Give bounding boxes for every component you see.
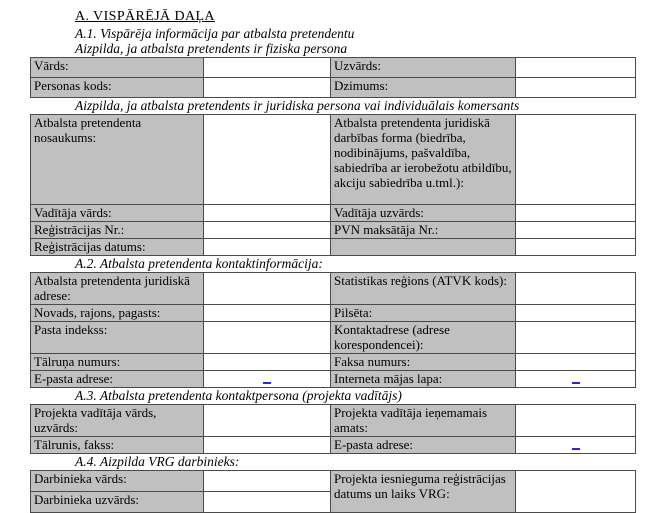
- field-label: Atbalsta pretendenta juridiskā adrese:: [31, 273, 204, 305]
- field-value-cell[interactable]: [204, 322, 331, 354]
- field-label: [331, 239, 516, 256]
- table-row: [31, 205, 636, 222]
- note-juridiska-persona: Aizpilda, ja atbalsta pretendents ir juridiska persona vai individuālais komersants: [75, 98, 520, 113]
- table-row: [31, 354, 636, 371]
- field-value-cell[interactable]: [204, 371, 331, 388]
- field-value-cell[interactable]: [516, 78, 636, 98]
- table-row: [31, 115, 636, 205]
- heading-a1: A.1. Vispārēja informācija par atbalsta pretendentu: [75, 26, 355, 41]
- field-label: Atbalsta pretendenta nosaukums:: [31, 115, 204, 205]
- hyperlink-placeholder[interactable]: [572, 437, 580, 450]
- field-value-cell[interactable]: [204, 115, 331, 205]
- table-row: [31, 305, 636, 322]
- field-value-cell[interactable]: [516, 471, 636, 513]
- field-value-cell[interactable]: [204, 437, 331, 454]
- field-value-cell[interactable]: [516, 58, 636, 78]
- field-label: Pasta indekss:: [31, 322, 204, 354]
- field-value-cell[interactable]: [516, 115, 636, 205]
- field-value-cell[interactable]: [204, 78, 331, 98]
- field-label: Darbinieka uzvārds:: [31, 492, 204, 513]
- field-value-cell[interactable]: [204, 205, 331, 222]
- table-kontaktpersona: [30, 404, 636, 454]
- field-value-cell[interactable]: [516, 437, 636, 454]
- field-value-cell[interactable]: [516, 305, 636, 322]
- table-row: [31, 437, 636, 454]
- table-row: [31, 222, 636, 239]
- table-row: [31, 322, 636, 354]
- field-label: Tālruņa numurs:: [31, 354, 204, 371]
- field-value-cell[interactable]: [204, 405, 331, 437]
- field-value-cell[interactable]: [204, 273, 331, 305]
- field-value-cell[interactable]: [204, 471, 331, 492]
- field-value-cell[interactable]: [204, 239, 331, 256]
- field-label: Kontaktadrese (adrese korespondencei):: [331, 322, 516, 354]
- table-row: [31, 58, 636, 78]
- table-row: [31, 371, 636, 388]
- table-kontaktinformacija: [30, 272, 636, 388]
- heading-a4: A.4. Aizpilda VRG darbinieks:: [75, 454, 240, 469]
- field-value-cell[interactable]: [516, 354, 636, 371]
- field-value-cell[interactable]: [516, 273, 636, 305]
- field-label: Faksa numurs:: [331, 354, 516, 371]
- heading-a2: A.2. Atbalsta pretendenta kontaktinformācija:: [75, 256, 323, 271]
- page-title: A. VISPĀRĒJĀ DAĻA: [75, 9, 215, 24]
- field-label: Vārds:: [31, 58, 204, 78]
- hyperlink-placeholder[interactable]: [263, 371, 271, 384]
- field-label: PVN maksātāja Nr.:: [331, 222, 516, 239]
- heading-a3: A.3. Atbalsta pretendenta kontaktpersona (projekta vadītājs): [75, 388, 402, 403]
- field-value-cell[interactable]: [204, 492, 331, 513]
- field-label: Statistikas reģions (ATVK kods):: [331, 273, 516, 305]
- table-row: [31, 78, 636, 98]
- field-label: Projekta vadītāja vārds, uzvārds:: [31, 405, 204, 437]
- field-label: Novads, rajons, pagasts:: [31, 305, 204, 322]
- note-fiziska-persona: Aizpilda, ja atbalsta pretendents ir fiziska persona: [75, 41, 348, 56]
- field-label: Reģistrācijas datums:: [31, 239, 204, 256]
- field-value-cell[interactable]: [516, 405, 636, 437]
- table-row: [31, 273, 636, 305]
- table-row: [31, 239, 636, 256]
- field-value-cell[interactable]: [516, 222, 636, 239]
- field-label: Darbinieka vārds:: [31, 471, 204, 492]
- field-label: Atbalsta pretendenta juridiskā darbības forma (biedrība, nodibinājums, pašvaldība, sabiedrība ar ierobežotu atbildību, akciju sabiedrība u.tml.):: [331, 115, 516, 205]
- field-label: E-pasta adrese:: [31, 371, 204, 388]
- field-value-cell[interactable]: [204, 305, 331, 322]
- table-row: [31, 405, 636, 437]
- field-value-cell[interactable]: [516, 205, 636, 222]
- table-vrg-darbinieks: [30, 470, 636, 513]
- field-value-cell[interactable]: [516, 322, 636, 354]
- field-label: Tālrunis, fakss:: [31, 437, 204, 454]
- field-label: E-pasta adrese:: [331, 437, 516, 454]
- field-value-cell[interactable]: [516, 239, 636, 256]
- table-row: [31, 471, 636, 492]
- field-label: Reģistrācijas Nr.:: [31, 222, 204, 239]
- field-label: Vadītāja vārds:: [31, 205, 204, 222]
- hyperlink-placeholder[interactable]: [572, 371, 580, 384]
- field-label: Projekta vadītāja ieņemamais amats:: [331, 405, 516, 437]
- table-fiziska-persona: [30, 57, 636, 98]
- field-label: Pilsēta:: [331, 305, 516, 322]
- field-label: Dzimums:: [331, 78, 516, 98]
- field-label: Projekta iesnieguma reģistrācijas datums un laiks VRG:: [331, 471, 516, 513]
- field-value-cell[interactable]: [204, 354, 331, 371]
- table-juridiska-persona: [30, 114, 636, 256]
- field-label: Vadītāja uzvārds:: [331, 205, 516, 222]
- field-value-cell[interactable]: [204, 58, 331, 78]
- field-value-cell[interactable]: [516, 371, 636, 388]
- field-label: Personas kods:: [31, 78, 204, 98]
- field-value-cell[interactable]: [204, 222, 331, 239]
- field-label: Interneta mājas lapa:: [331, 371, 516, 388]
- field-label: Uzvārds:: [331, 58, 516, 78]
